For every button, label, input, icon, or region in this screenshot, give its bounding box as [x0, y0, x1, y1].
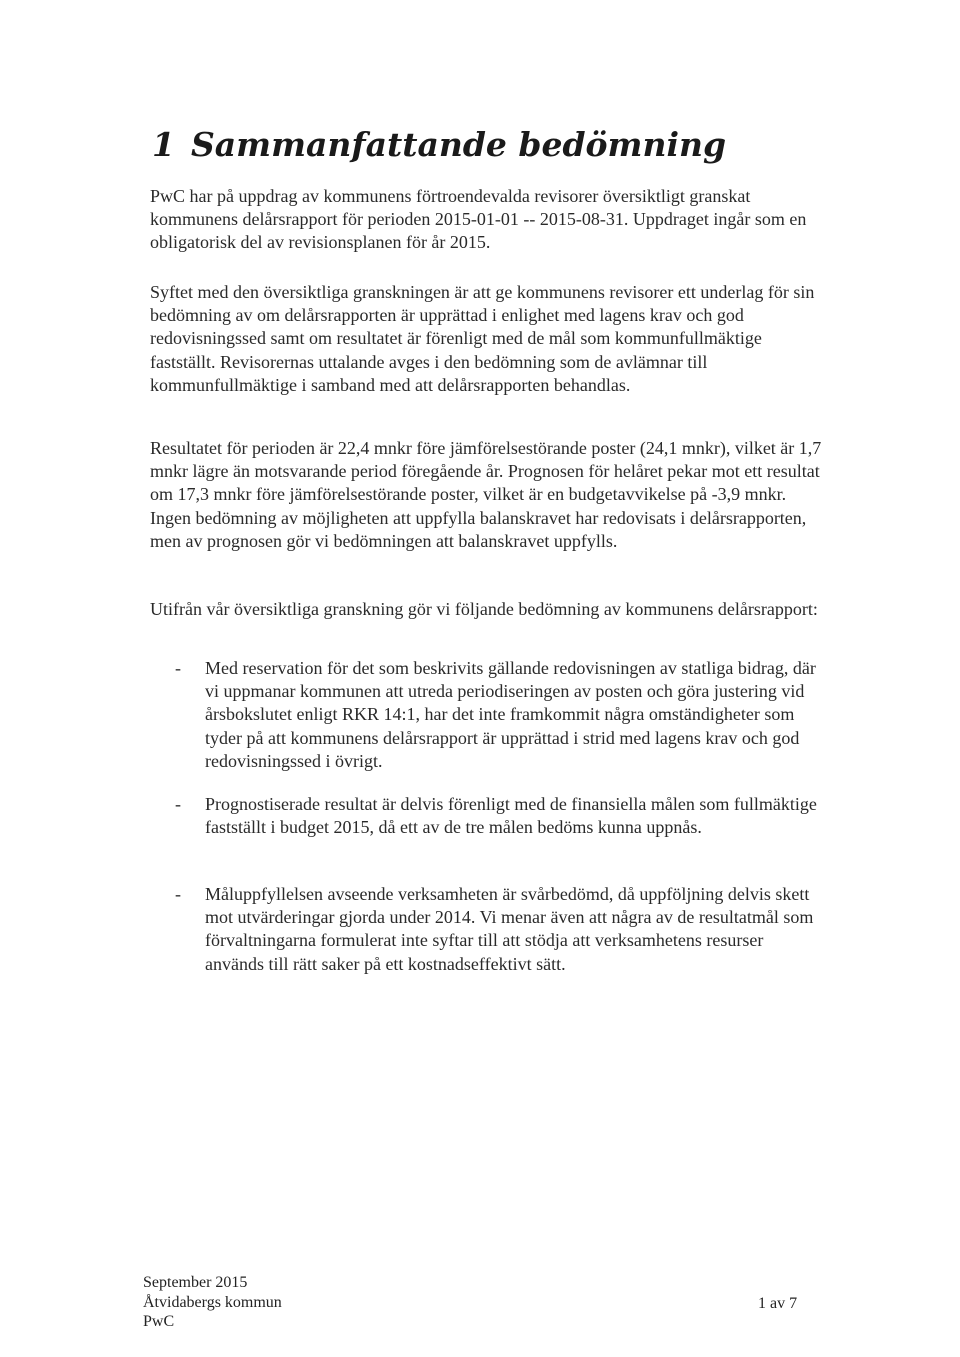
page-footer: [143, 1273, 282, 1332]
bullet-text: Måluppfyllelsen avseende verksamheten är svårbedömd, då uppföljning delvis skett mot utvärderingar gjorda under 2014. Vi menar även att några av de resultatmål som förvaltningarna formulerat inte syftar till att stödja att verksamhetens resurser används till rätt saker på ett kostnadseffektivt sätt.: [205, 884, 814, 974]
bullet-text: Prognostiserade resultat är delvis förenligt med de finansiella målen som fullmäktige fastställt i budget 2015, då ett av de tre målen bedöms kunna uppnås.: [205, 794, 817, 838]
paragraph-purpose: Syftet med den översiktliga granskningen är att ge kommunens revisorer ett underlag för sin bedömning av om delårsrapporten är upprättad i enlighet med lagens krav och god redovisningssed samt om resultatet är förenligt med de mål som kommunfullmäktige fastställt. Revisorernas uttalande avges i den bedömning som de avlämnar till kommunfullmäktige i samband med att delårsrapporten behandlas.: [150, 282, 815, 395]
bullet-marker: -: [175, 794, 181, 814]
section-number: 1: [152, 125, 175, 164]
page-number: 1 av 7: [758, 1295, 798, 1312]
paragraph-intro: PwC har på uppdrag av kommunens förtroendevalda revisorer översiktligt granskat kommunens delårsrapport för perioden 2015-01-01 -- 2015-08-31. Uppdraget ingår som en obligatorisk del av revisionsplanen för år 2015.: [150, 186, 807, 253]
footer-date: September 2015: [143, 1274, 248, 1291]
bullet-text: Med reservation för det som beskrivits gällande redovisningen av statliga bidrag, där vi uppmanar kommunen att utreda periodiseringen av posten och göra justering vid årsbokslutet enligt RKR 14:1, har det inte framkommit några omständigheter som tyder på att kommunens delårsrapport är upprättad i strid med lagens krav och god redovisningssed i övrigt.: [205, 658, 816, 771]
section-title: Sammanfattande bedömning: [190, 125, 727, 164]
bullet-marker: -: [175, 884, 181, 904]
paragraph-assessment-intro: Utifrån vår översiktliga granskning gör vi följande bedömning av kommunens delårsrapport:: [150, 599, 818, 619]
paragraph-result: Resultatet för perioden är 22,4 mnkr före jämförelsestörande poster (24,1 mnkr), vilket är 1,7 mnkr lägre än motsvarande period föregående år. Prognosen för helåret pekar mot ett resultat om 17,3 mnkr före jämförelsestörande poster, vilket är en budgetavvikelse på -3,9 mnkr. Ingen bedömning av möjligheten att uppfylla balanskravet har redovisats i delårsrapporten, men av prognosen gör vi bedömningen att balanskravet uppfylls.: [150, 438, 822, 551]
section-heading: [152, 125, 726, 164]
footer-organization: Åtvidabergs kommun: [143, 1293, 282, 1311]
bullet-marker: -: [175, 658, 181, 678]
footer-author: PwC: [143, 1313, 175, 1330]
